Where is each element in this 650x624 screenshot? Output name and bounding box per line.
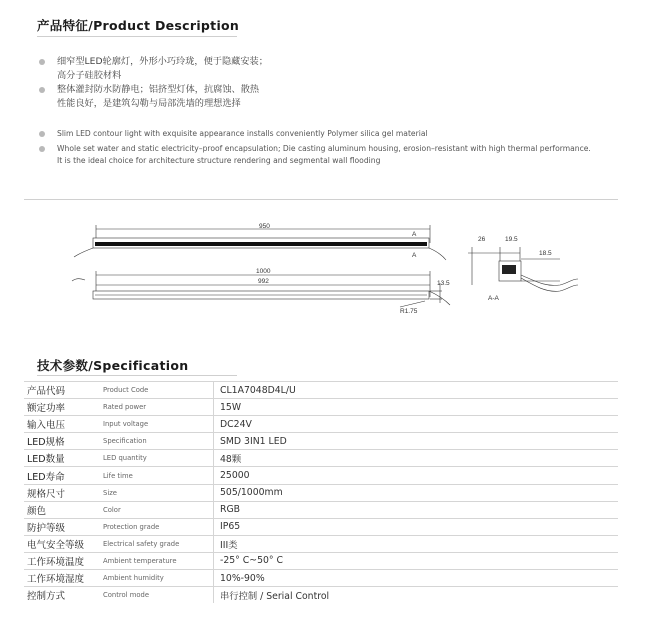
table-row: 控制方式 Control mode 串行控制 / Serial Control xyxy=(24,587,618,604)
dim-19-5-label: 19.5 xyxy=(505,236,518,243)
section-divider xyxy=(24,199,618,200)
bullet-dot-icon xyxy=(39,146,45,152)
table-row: 产品代码 Product Code CL1A7048D4L/U xyxy=(24,382,618,399)
dim-26-label: 26 xyxy=(478,236,486,243)
cable-left-bottom xyxy=(72,279,85,281)
cn-feature-item: 细窄型LED轮廓灯，外形小巧玲珑，便于隐藏安装； 高分子硅胶材料 xyxy=(38,55,618,83)
table-row: 工作环境湿度 Ambient humidity 10%-90% xyxy=(24,570,618,587)
table-row: 规格尺寸 Size 505/1000mm xyxy=(24,484,618,501)
en-feature-item: Slim LED contour light with exquisite appearance installs conveniently Polymer silica gel material xyxy=(38,128,638,140)
dim-992-label: 992 xyxy=(258,278,269,285)
table-row: 防护等级 Protection grade IP65 xyxy=(24,518,618,535)
heading-underline xyxy=(37,375,237,376)
cable-right xyxy=(429,248,446,260)
dim-950-label: 950 xyxy=(259,223,270,230)
bullet-dot-icon xyxy=(39,59,45,65)
section-mark-a: A xyxy=(412,231,417,238)
table-row: LED寿命 Life time 25000 xyxy=(24,467,618,484)
cable-left xyxy=(74,248,93,257)
product-description-heading: 产品特征/Product Description xyxy=(37,18,240,33)
spec-table xyxy=(24,381,618,603)
section-mark-a: A xyxy=(412,252,417,259)
en-feature-item: Whole set water and static electricity–proof encapsulation; Die casting aluminum housing, erosion–resistant with high thermal performance. It is the ideal choice for architecture structure rendering and segmental wall flooding xyxy=(38,143,638,167)
dim-13-5-label: 13.5 xyxy=(437,280,450,287)
specification-heading: 技术参数/Specification xyxy=(37,358,189,373)
bullet-dot-icon xyxy=(39,87,45,93)
bullet-dot-icon xyxy=(39,131,45,137)
table-row: 额定功率 Rated power 15W xyxy=(24,399,618,416)
table-row: 工作环境温度 Ambient temperature -25° C~50° C xyxy=(24,552,618,569)
table-row: 输入电压 Input voltage DC24V xyxy=(24,416,618,433)
en-feature-list xyxy=(38,128,638,170)
table-row: 电气安全等级 Electrical safety grade III类 xyxy=(24,535,618,552)
heading-underline xyxy=(37,36,237,37)
cn-feature-item: 整体灌封防水防静电；铝挤型灯体，抗腐蚀、散热 性能良好，是建筑勾勒与局部洗墙的理想选择 xyxy=(38,83,618,111)
table-row: LED规格 Specification SMD 3IN1 LED xyxy=(24,433,618,450)
table-row: LED数量 LED quantity 48颗 xyxy=(24,450,618,467)
section-aa-label: A-A xyxy=(488,295,499,302)
technical-drawing xyxy=(0,205,650,320)
dim-18-5-label: 18.5 xyxy=(539,250,552,257)
radius-label: R1.75 xyxy=(400,308,418,315)
dim-1000-label: 1000 xyxy=(256,268,271,275)
cn-feature-list xyxy=(38,55,618,111)
table-row: 颜色 Color RGB xyxy=(24,501,618,518)
